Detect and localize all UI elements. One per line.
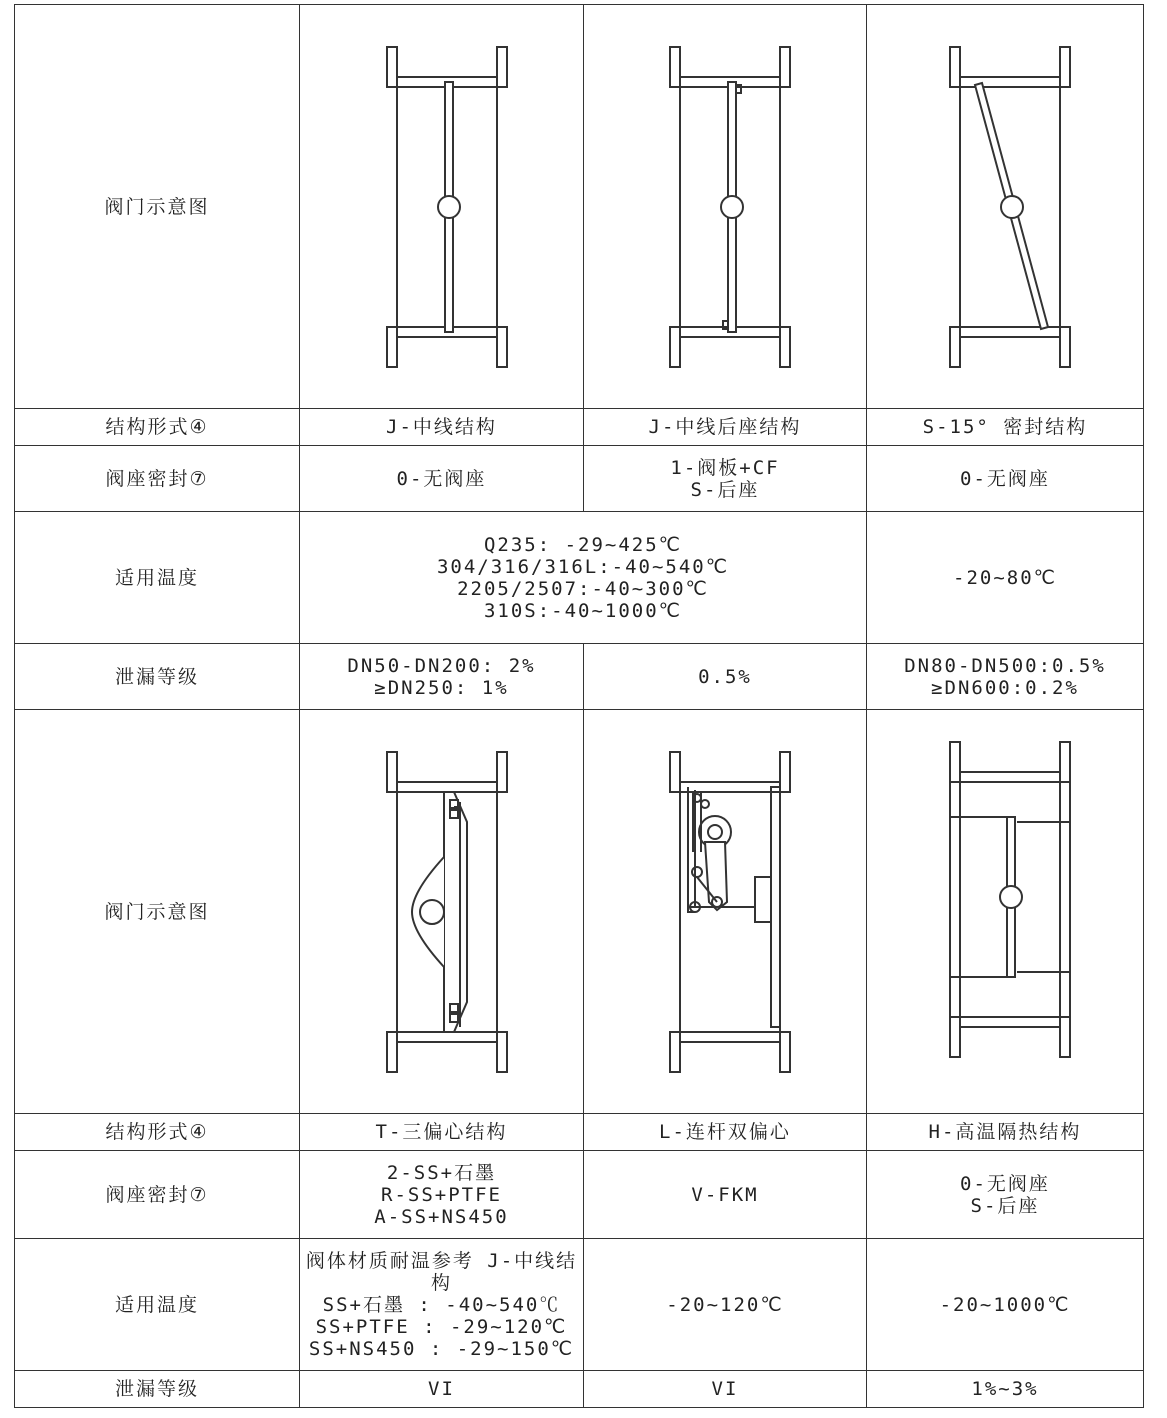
- diagram-row-2: [15, 710, 1144, 1114]
- diagram-label: 阀门示意图: [15, 710, 300, 1114]
- seal-text: 2-SS+石墨: [386, 1161, 497, 1184]
- seal-text: 0-无阀座: [960, 467, 1050, 490]
- temp-text: SS+PTFE : -29~120℃: [315, 1315, 568, 1338]
- temp-text: -20~1000℃: [939, 1293, 1071, 1316]
- temp-text: 2205/2507:-40~300℃: [457, 577, 709, 600]
- temp-text: -20~80℃: [953, 566, 1057, 589]
- temp-text: Q235: -29~425℃: [483, 533, 683, 556]
- structure-s-15: S-15° 密封结构: [867, 409, 1144, 446]
- seal-row-2: [15, 1151, 1144, 1239]
- temp-col2: [584, 1239, 867, 1371]
- temp-col3: [867, 512, 1144, 644]
- temp-col1: [300, 1239, 584, 1371]
- temp-row-1: [15, 512, 1144, 644]
- seal-label: 阀座密封⑦: [15, 446, 300, 512]
- leak-col2: [584, 644, 867, 710]
- temp-col3: [867, 1239, 1144, 1371]
- structure-j-backseat: J-中线后座结构: [584, 409, 867, 446]
- leak-text: DN50-DN200: 2%: [347, 654, 536, 677]
- temp-text: 阀体材质耐温参考 J-中线结构: [305, 1249, 578, 1294]
- diagram-label: 阀门示意图: [15, 5, 300, 409]
- leak-col3: [867, 1371, 1144, 1408]
- valve-spec-table: [14, 4, 1144, 1408]
- diagram-j-centerline: [300, 5, 584, 409]
- leak-text: ≥DN600:0.2%: [931, 676, 1079, 699]
- structure-label: 结构形式④: [15, 409, 300, 446]
- leak-col2: [584, 1371, 867, 1408]
- leak-label: 泄漏等级: [15, 1371, 300, 1408]
- seal-label: 阀座密封⑦: [15, 1151, 300, 1239]
- leak-col1: [300, 1371, 584, 1408]
- leak-col1: [300, 644, 584, 710]
- structure-l-linkage: L-连杆双偏心: [584, 1114, 867, 1151]
- diagram-l-linkage-double-offset: [584, 710, 867, 1114]
- seal-text: 1-阀板+CF: [670, 456, 780, 479]
- leak-text: VI: [711, 1378, 739, 1400]
- temp-text: 310S:-40~1000℃: [483, 599, 683, 622]
- leak-text: VI: [428, 1378, 455, 1400]
- leak-row-2: [15, 1371, 1144, 1408]
- temp-col12: [300, 512, 867, 644]
- seal-text: R-SS+PTFE: [381, 1183, 502, 1206]
- temp-text: -20~120℃: [666, 1293, 784, 1316]
- temp-row-2: [15, 1239, 1144, 1371]
- seal-text: 0-无阀座: [960, 1172, 1050, 1195]
- seal-col2: [584, 446, 867, 512]
- seal-text: S-后座: [690, 478, 760, 501]
- diagram-s-15-seal: [867, 5, 1144, 409]
- diagram-h-high-temp-insulation: [867, 710, 1144, 1114]
- seal-row-1: [15, 446, 1144, 512]
- seal-col3: [867, 446, 1144, 512]
- temp-text: SS+NS450 : -29~150℃: [308, 1337, 575, 1360]
- seal-col3: [867, 1151, 1144, 1239]
- seal-col2: [584, 1151, 867, 1239]
- seal-text: A-SS+NS450: [374, 1205, 509, 1228]
- structure-row-2: [15, 1114, 1144, 1151]
- leak-col3: [867, 644, 1144, 710]
- temp-text: SS+石墨 : -40~540℃: [322, 1293, 561, 1316]
- seal-text: S-后座: [970, 1194, 1040, 1217]
- temp-label: 适用温度: [15, 512, 300, 644]
- temp-text: 304/316/316L:-40~540℃: [436, 555, 730, 578]
- leak-text: ≥DN250: 1%: [374, 676, 509, 699]
- seal-col1: [300, 446, 584, 512]
- leak-row-1: [15, 644, 1144, 710]
- leak-text: 1%~3%: [971, 1378, 1039, 1400]
- diagram-row-1: [15, 5, 1144, 409]
- structure-h-high-temp: H-高温隔热结构: [867, 1114, 1144, 1151]
- structure-t-triple-offset: T-三偏心结构: [300, 1114, 584, 1151]
- temp-label: 适用温度: [15, 1239, 300, 1371]
- leak-text: 0.5%: [698, 665, 752, 688]
- structure-row-1: [15, 409, 1144, 446]
- seal-text: V-FKM: [691, 1183, 759, 1206]
- diagram-j-centerline-backseat: [584, 5, 867, 409]
- seal-text: 0-无阀座: [396, 467, 487, 490]
- seal-col1: [300, 1151, 584, 1239]
- leak-text: DN80-DN500:0.5%: [904, 654, 1106, 677]
- leak-label: 泄漏等级: [15, 644, 300, 710]
- structure-j-centerline: J-中线结构: [300, 409, 584, 446]
- structure-label: 结构形式④: [15, 1114, 300, 1151]
- diagram-t-triple-offset: [300, 710, 584, 1114]
